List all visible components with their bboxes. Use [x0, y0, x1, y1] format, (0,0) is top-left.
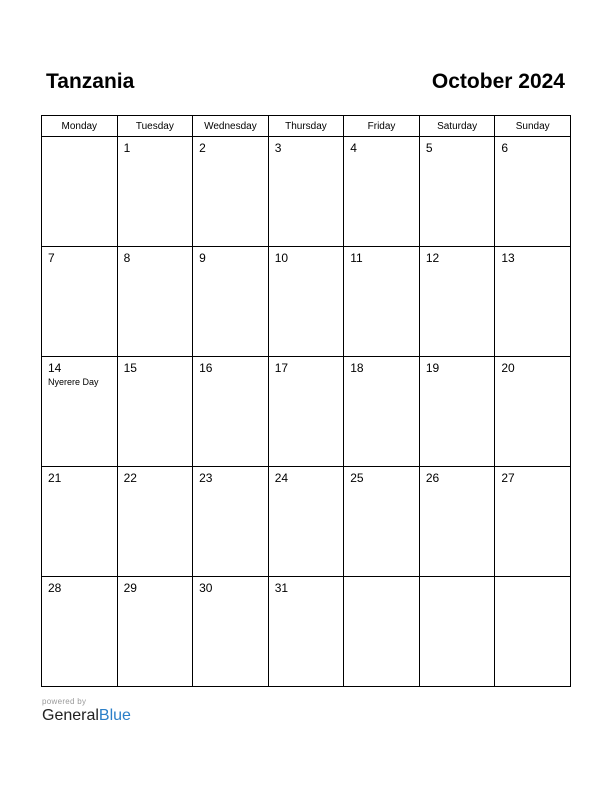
day-number: 2 [199, 141, 206, 155]
day-cell [193, 137, 269, 247]
week-row [42, 137, 571, 247]
day-cell [193, 247, 269, 357]
day-cell [117, 137, 193, 247]
month-year-title: October 2024 [431, 70, 565, 93]
day-cell [344, 137, 420, 247]
day-number: 12 [425, 251, 440, 265]
day-cell [419, 467, 495, 577]
day-number: 1 [123, 141, 131, 155]
day-number: 10 [274, 251, 289, 265]
day-cell [495, 137, 571, 247]
generalblue-logo[interactable] [42, 707, 131, 725]
country-title: Tanzania [46, 70, 135, 93]
day-number: 27 [501, 471, 515, 485]
week-row [42, 577, 571, 687]
day-number: 9 [199, 251, 206, 265]
day-cell [495, 467, 571, 577]
day-cell [268, 467, 344, 577]
footer-branding [42, 697, 131, 725]
day-number: 3 [274, 141, 282, 155]
day-cell [268, 247, 344, 357]
day-number: 20 [501, 361, 515, 375]
day-number: 19 [425, 361, 440, 375]
day-number: 31 [274, 581, 289, 595]
day-number: 6 [501, 141, 509, 155]
day-cell [193, 357, 269, 467]
calendar-grid [41, 115, 571, 687]
day-cell [268, 137, 344, 247]
day-cell [117, 247, 193, 357]
day-number: 17 [274, 361, 289, 375]
empty-day-cell [42, 137, 118, 247]
day-cell [42, 577, 118, 687]
day-number: 13 [501, 251, 515, 265]
empty-day-cell [344, 577, 420, 687]
day-number: 22 [123, 471, 137, 485]
day-number: 23 [199, 471, 213, 485]
day-cell [117, 467, 193, 577]
day-cell [419, 247, 495, 357]
empty-day-cell [495, 577, 571, 687]
empty-day-cell [419, 577, 495, 687]
day-number: 14 [48, 361, 62, 375]
day-cell [42, 357, 118, 467]
day-number: 29 [123, 581, 137, 595]
brand-blue-text: Blue [98, 707, 131, 724]
holiday-label: Nyerere Day [48, 377, 99, 387]
weekday-header: Monday [42, 116, 118, 137]
day-cell [193, 467, 269, 577]
week-row [42, 467, 571, 577]
day-cell [344, 247, 420, 357]
day-number: 18 [350, 361, 364, 375]
day-number: 4 [350, 141, 357, 155]
day-cell [344, 467, 420, 577]
day-number: 5 [425, 141, 433, 155]
day-cell [495, 247, 571, 357]
day-number: 30 [199, 581, 213, 595]
day-cell [419, 357, 495, 467]
day-number: 21 [48, 471, 62, 485]
day-cell [117, 577, 193, 687]
day-number: 16 [199, 361, 213, 375]
day-number: 7 [48, 251, 55, 265]
day-cell [42, 247, 118, 357]
day-number: 11 [350, 251, 363, 265]
day-number: 25 [350, 471, 364, 485]
day-number: 24 [274, 471, 289, 485]
day-cell [268, 577, 344, 687]
day-cell [419, 137, 495, 247]
day-number: 8 [123, 251, 131, 265]
weekday-header: Tuesday [117, 116, 193, 137]
day-number: 15 [123, 361, 137, 375]
day-number: 26 [425, 471, 440, 485]
weekday-header: Saturday [419, 116, 495, 137]
day-cell [193, 577, 269, 687]
day-cell [117, 357, 193, 467]
day-cell [42, 467, 118, 577]
weekday-header-row [42, 116, 571, 137]
day-number: 28 [48, 581, 62, 595]
weekday-header: Friday [344, 116, 420, 137]
day-cell [344, 357, 420, 467]
week-row [42, 357, 571, 467]
calendar-body [42, 137, 571, 687]
powered-by-text: powered by [42, 697, 87, 706]
week-row [42, 247, 571, 357]
day-cell [268, 357, 344, 467]
brand-general-text: General [42, 707, 99, 724]
day-cell [495, 357, 571, 467]
weekday-header: Wednesday [193, 116, 269, 137]
weekday-header: Thursday [268, 116, 344, 137]
weekday-header: Sunday [495, 116, 571, 137]
